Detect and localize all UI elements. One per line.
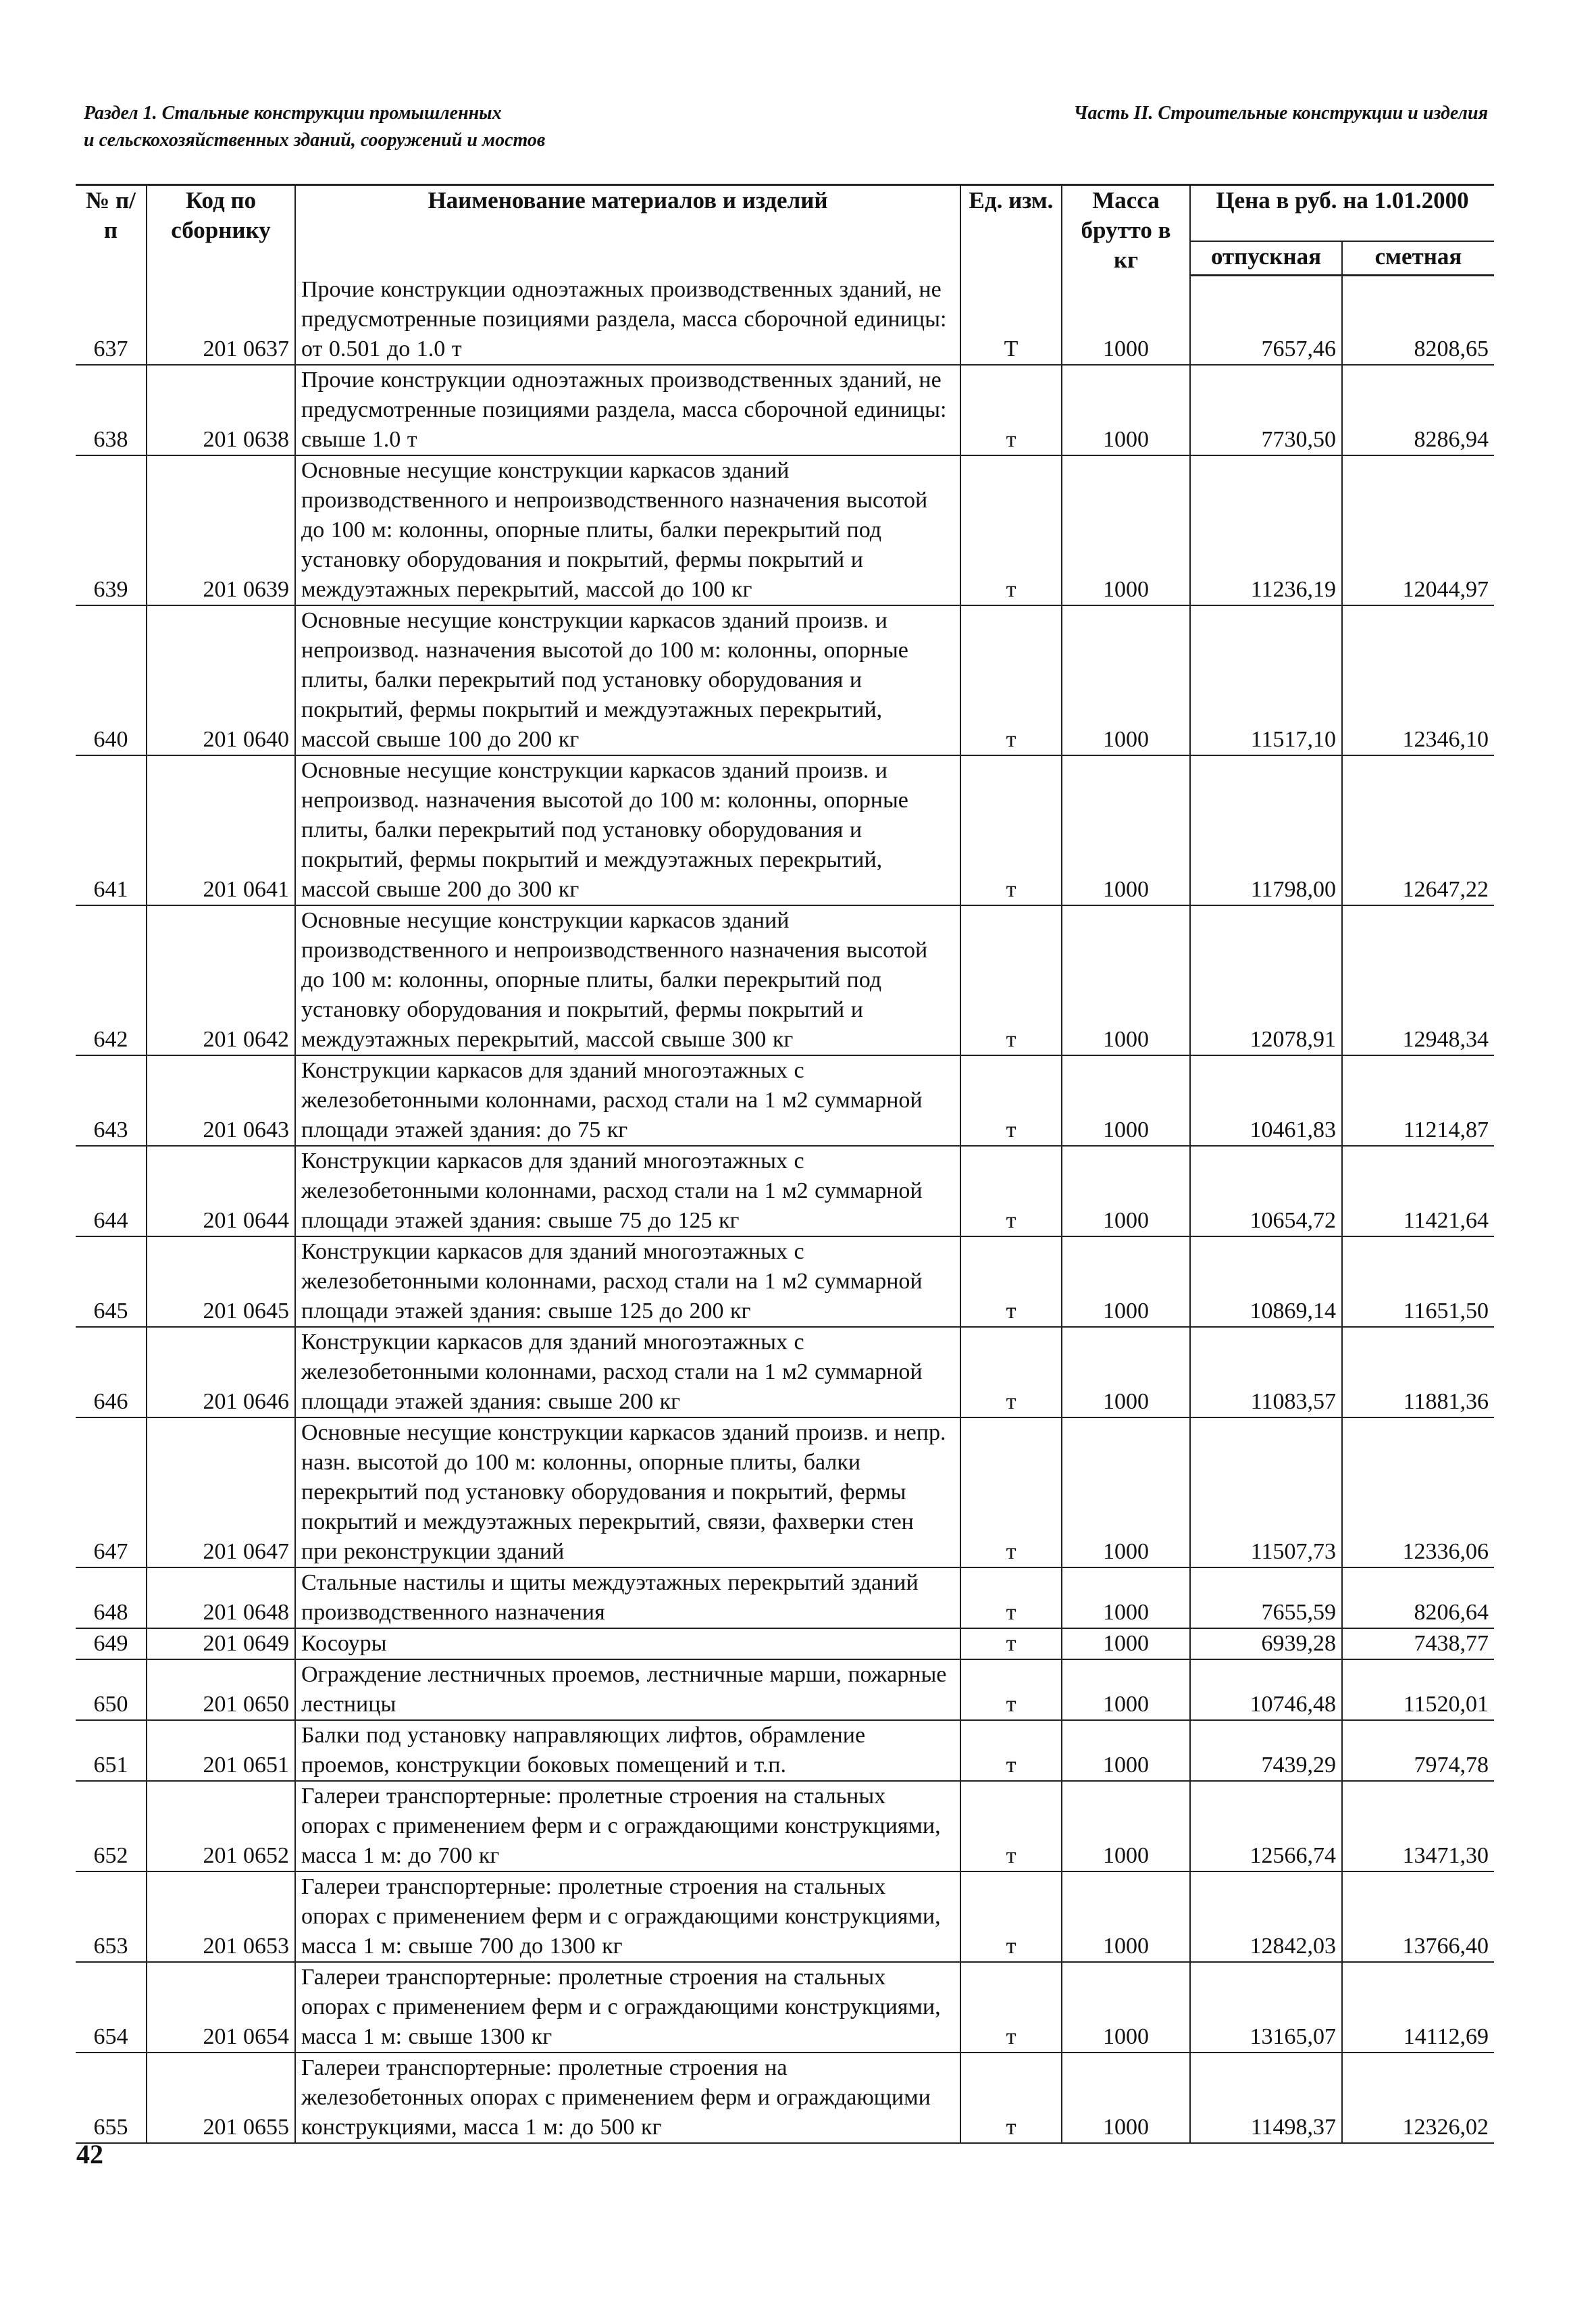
cell-code: 201 0655 [147,2053,295,2143]
cell-price-release: 12566,74 [1190,1781,1342,1871]
cell-code: 201 0639 [147,455,295,605]
table-row [76,1327,1494,1417]
col-header-code: Код по сборнику [147,185,295,276]
cell-mass: 1000 [1062,1327,1190,1417]
cell-price-estimate: 7974,78 [1342,1720,1494,1781]
cell-num: 653 [76,1871,147,1962]
cell-price-release: 12078,91 [1190,905,1342,1055]
cell-name: Конструкции каркасов для зданий многоэтажных с железобетонными колоннами, расход стали на 1 м2 суммарной площади этажей здания: до 75 кг [295,1055,960,1146]
cell-price-estimate: 13766,40 [1342,1871,1494,1962]
table-row [76,905,1494,1055]
cell-code: 201 0651 [147,1720,295,1781]
cell-price-release: 7657,46 [1190,275,1342,365]
cell-price-release: 11236,19 [1190,455,1342,605]
cell-code: 201 0642 [147,905,295,1055]
table-row [76,1720,1494,1781]
col-header-num: № п/п [76,185,147,276]
cell-price-estimate: 12948,34 [1342,905,1494,1055]
cell-num: 643 [76,1055,147,1146]
cell-num: 641 [76,755,147,905]
cell-code: 201 0654 [147,1962,295,2053]
cell-price-estimate: 11214,87 [1342,1055,1494,1146]
col-header-name: Наименование материалов и изделий [295,185,960,276]
table-row [76,1659,1494,1720]
cell-mass: 1000 [1062,905,1190,1055]
cell-price-release: 11083,57 [1190,1327,1342,1417]
cell-num: 652 [76,1781,147,1871]
cell-mass: 1000 [1062,365,1190,455]
cell-unit: т [960,1720,1062,1781]
price-table [76,184,1494,2144]
cell-mass: 1000 [1062,1962,1190,2053]
cell-price-estimate: 11520,01 [1342,1659,1494,1720]
cell-price-release: 10461,83 [1190,1055,1342,1146]
cell-mass: 1000 [1062,1871,1190,1962]
cell-price-estimate: 12647,22 [1342,755,1494,905]
cell-mass: 1000 [1062,755,1190,905]
cell-name: Галереи транспортерные: пролетные строения на стальных опорах с применением ферм и с ограждающими конструкциями, масса 1 м: свыше 700 до 1300 кг [295,1871,960,1962]
table-row [76,1055,1494,1146]
cell-unit: т [960,905,1062,1055]
col-header-mass: Масса брутто в кг [1062,185,1190,276]
cell-unit: т [960,2053,1062,2143]
cell-unit: т [960,605,1062,755]
col-header-price-estimate: сметная [1342,241,1494,275]
table-row [76,1871,1494,1962]
cell-unit: т [960,1628,1062,1659]
cell-code: 201 0650 [147,1659,295,1720]
cell-code: 201 0653 [147,1871,295,1962]
cell-mass: 1000 [1062,1236,1190,1327]
cell-price-estimate: 11421,64 [1342,1146,1494,1236]
cell-name: Конструкции каркасов для зданий многоэтажных с железобетонными колоннами, расход стали на 1 м2 суммарной площади этажей здания: свыше 125 до 200 кг [295,1236,960,1327]
cell-code: 201 0641 [147,755,295,905]
cell-mass: 1000 [1062,1417,1190,1567]
cell-num: 640 [76,605,147,755]
cell-name: Основные несущие конструкции каркасов зданий произв. и непроизвод. назначения высотой до 100 м: колонны, опорные плиты, балки перекрытий под установку оборудования и покрытий, фермы покрытий и междуэтажных перекрытий, массой свыше 200 до 300 кг [295,755,960,905]
table-row [76,1962,1494,2053]
cell-price-release: 11798,00 [1190,755,1342,905]
cell-num: 639 [76,455,147,605]
cell-name: Галереи транспортерные: пролетные строения на стальных опорах с применением ферм и с ограждающими конструкциями, масса 1 м: до 700 кг [295,1781,960,1871]
cell-price-estimate: 12044,97 [1342,455,1494,605]
cell-unit: т [960,755,1062,905]
cell-price-estimate: 11881,36 [1342,1327,1494,1417]
cell-price-estimate: 14112,69 [1342,1962,1494,2053]
col-header-price-release: отпускная [1190,241,1342,275]
cell-price-estimate: 11651,50 [1342,1236,1494,1327]
table-row [76,1567,1494,1628]
cell-num: 647 [76,1417,147,1567]
cell-num: 637 [76,275,147,365]
page-number: 42 [76,2139,103,2169]
cell-mass: 1000 [1062,1720,1190,1781]
cell-name: Прочие конструкции одноэтажных производственных зданий, не предусмотренные позициями раздела, масса сборочной единицы: свыше 1.0 т [295,365,960,455]
cell-name: Галереи транспортерные: пролетные строения на стальных опорах с применением ферм и с ограждающими конструкциями, масса 1 м: свыше 1300 кг [295,1962,960,2053]
cell-num: 655 [76,2053,147,2143]
cell-unit: т [960,1567,1062,1628]
cell-price-release: 12842,03 [1190,1871,1342,1962]
cell-price-release: 11507,73 [1190,1417,1342,1567]
cell-num: 645 [76,1236,147,1327]
cell-unit: т [960,1871,1062,1962]
cell-name: Основные несущие конструкции каркасов зданий произв. и непр. назн. высотой до 100 м: колонны, опорные плиты, балки перекрытий под установку оборудования и покрытий, фермы покрытий и междуэтажных перекрытий, связи, фахверки стен при реконструкции зданий [295,1417,960,1567]
table-row [76,1146,1494,1236]
table-row [76,2053,1494,2143]
cell-name: Галереи транспортерные: пролетные строения на железобетонных опорах с применением ферм и ограждающими конструкциями, масса 1 м: до 500 кг [295,2053,960,2143]
cell-price-estimate: 8286,94 [1342,365,1494,455]
cell-code: 201 0652 [147,1781,295,1871]
cell-code: 201 0648 [147,1567,295,1628]
cell-name: Основные несущие конструкции каркасов зданий производственного и непроизводственного назначения высотой до 100 м: колонны, опорные плиты, балки перекрытий под установку оборудования и покрытий, фермы покрытий и междуэтажных перекрытий, массой свыше 300 кг [295,905,960,1055]
cell-name: Стальные настилы и щиты междуэтажных перекрытий зданий производственного назначения [295,1567,960,1628]
cell-mass: 1000 [1062,455,1190,605]
cell-name: Косоуры [295,1628,960,1659]
cell-num: 654 [76,1962,147,2053]
cell-name: Основные несущие конструкции каркасов зданий производственного и непроизводственного назначения высотой до 100 м: колонны, опорные плиты, балки перекрытий под установку оборудования и покрытий, фермы покрытий и междуэтажных перекрытий, массой до 100 кг [295,455,960,605]
table-row [76,1417,1494,1567]
cell-price-estimate: 12326,02 [1342,2053,1494,2143]
cell-price-release: 10654,72 [1190,1146,1342,1236]
cell-price-release: 7655,59 [1190,1567,1342,1628]
cell-name: Прочие конструкции одноэтажных производственных зданий, не предусмотренные позициями раздела, масса сборочной единицы: от 0.501 до 1.0 т [295,275,960,365]
cell-name: Ограждение лестничных проемов, лестничные марши, пожарные лестницы [295,1659,960,1720]
section-title-line2: и сельскохозяйственных зданий, сооружений и мостов [84,130,546,151]
cell-num: 646 [76,1327,147,1417]
cell-price-release: 13165,07 [1190,1962,1342,2053]
cell-unit: т [960,1659,1062,1720]
cell-name: Основные несущие конструкции каркасов зданий произв. и непроизвод. назначения высотой до 100 м: колонны, опорные плиты, балки перекрытий под установку оборудования и покрытий, фермы покрытий и междуэтажных перекрытий, массой свыше 100 до 200 кг [295,605,960,755]
cell-price-estimate: 8206,64 [1342,1567,1494,1628]
cell-price-release: 11517,10 [1190,605,1342,755]
cell-price-release: 7730,50 [1190,365,1342,455]
cell-mass: 1000 [1062,1146,1190,1236]
cell-price-release: 10869,14 [1190,1236,1342,1327]
cell-mass: 1000 [1062,2053,1190,2143]
cell-price-release: 10746,48 [1190,1659,1342,1720]
cell-unit: т [960,1146,1062,1236]
cell-price-estimate: 12336,06 [1342,1417,1494,1567]
table-row [76,455,1494,605]
cell-price-estimate: 12346,10 [1342,605,1494,755]
col-header-unit: Ед. изм. [960,185,1062,276]
cell-unit: т [960,1055,1062,1146]
running-header-section [84,100,545,154]
cell-code: 201 0645 [147,1236,295,1327]
table-row [76,605,1494,755]
cell-mass: 1000 [1062,1567,1190,1628]
cell-price-estimate: 7438,77 [1342,1628,1494,1659]
table-header [76,185,1494,276]
cell-unit: т [960,1236,1062,1327]
cell-mass: 1000 [1062,605,1190,755]
table-row [76,1236,1494,1327]
cell-price-release: 6939,28 [1190,1628,1342,1659]
cell-num: 642 [76,905,147,1055]
cell-unit: т [960,455,1062,605]
table-body [76,275,1494,2143]
cell-num: 638 [76,365,147,455]
cell-unit: т [960,1781,1062,1871]
table-row [76,365,1494,455]
cell-name: Балки под установку направляющих лифтов, обрамление проемов, конструкции боковых помещений и т.п. [295,1720,960,1781]
cell-name: Конструкции каркасов для зданий многоэтажных с железобетонными колоннами, расход стали на 1 м2 суммарной площади этажей здания: свыше 200 кг [295,1327,960,1417]
cell-mass: 1000 [1062,1628,1190,1659]
cell-unit: т [960,1417,1062,1567]
cell-unit: т [960,365,1062,455]
col-header-price-group: Цена в руб. на 1.01.2000 [1190,185,1494,242]
cell-num: 650 [76,1659,147,1720]
cell-unit: т [960,1962,1062,2053]
cell-mass: 1000 [1062,1659,1190,1720]
cell-price-release: 7439,29 [1190,1720,1342,1781]
cell-unit: Т [960,275,1062,365]
cell-price-estimate: 8208,65 [1342,275,1494,365]
table-row [76,1628,1494,1659]
cell-price-estimate: 13471,30 [1342,1781,1494,1871]
cell-num: 644 [76,1146,147,1236]
cell-mass: 1000 [1062,1055,1190,1146]
cell-mass: 1000 [1062,275,1190,365]
cell-code: 201 0638 [147,365,295,455]
cell-name: Конструкции каркасов для зданий многоэтажных с железобетонными колоннами, расход стали на 1 м2 суммарной площади этажей здания: свыше 75 до 125 кг [295,1146,960,1236]
cell-code: 201 0643 [147,1055,295,1146]
cell-code: 201 0644 [147,1146,295,1236]
cell-code: 201 0640 [147,605,295,755]
cell-code: 201 0646 [147,1327,295,1417]
running-header-part: Часть II. Строительные конструкции и изделия [1073,103,1488,124]
cell-num: 651 [76,1720,147,1781]
section-title-line1: Раздел 1. Стальные конструкции промышленных [84,103,502,124]
cell-unit: т [960,1327,1062,1417]
table-row [76,275,1494,365]
cell-mass: 1000 [1062,1781,1190,1871]
cell-code: 201 0637 [147,275,295,365]
cell-code: 201 0647 [147,1417,295,1567]
cell-price-release: 11498,37 [1190,2053,1342,2143]
cell-num: 648 [76,1567,147,1628]
table-row [76,755,1494,905]
cell-num: 649 [76,1628,147,1659]
table-row [76,1781,1494,1871]
cell-code: 201 0649 [147,1628,295,1659]
